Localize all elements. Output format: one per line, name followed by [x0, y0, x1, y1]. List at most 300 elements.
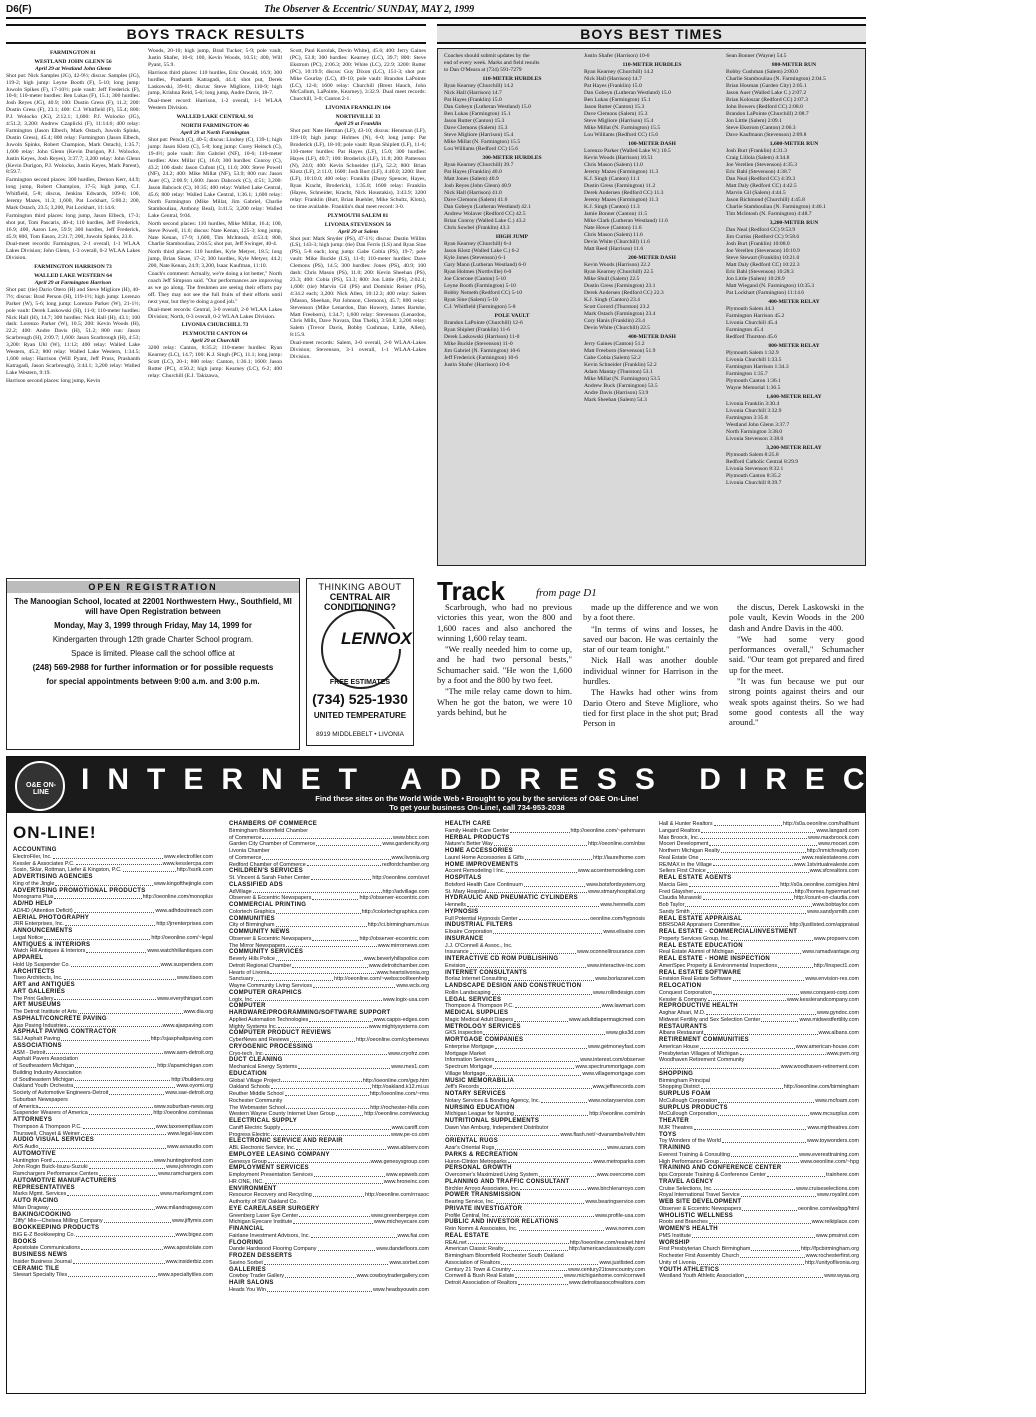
directory-entry[interactable] — [659, 1057, 859, 1064]
entry-url-link[interactable]: www.mjrtheatres.com — [807, 1124, 859, 1131]
entry-url-link[interactable]: www.dandefloors.com — [376, 1246, 429, 1253]
entry-url-link[interactable]: www.1stvirtualrealeste.com — [793, 861, 859, 868]
entry-url-link[interactable]: www.langard.com — [816, 827, 859, 834]
entry-url-link[interactable]: http://ssrlk.com — [176, 867, 213, 874]
entry-url-link[interactable]: http://oeonline.com/rrrasoc — [365, 1192, 429, 1199]
entry-url-link[interactable]: www.oconnellinsurance.com — [576, 949, 645, 956]
directory-entry[interactable] — [229, 835, 429, 842]
directory-entry[interactable] — [229, 1024, 429, 1031]
directory-entry[interactable] — [13, 1070, 213, 1077]
directory-entry[interactable] — [229, 1051, 429, 1058]
directory-entry[interactable] — [229, 875, 429, 882]
directory-entry[interactable] — [445, 949, 645, 956]
entry-url-link[interactable]: www.rollindesign.com — [593, 989, 645, 996]
directory-entry[interactable] — [13, 1009, 213, 1016]
entry-url-link[interactable]: http://observer-eccentric.com — [359, 895, 429, 902]
directory-entry[interactable] — [659, 1051, 859, 1058]
directory-entry[interactable] — [229, 1233, 429, 1240]
directory-entry[interactable] — [659, 936, 859, 943]
entry-url-link[interactable]: www.avsaudio.com — [166, 1144, 213, 1150]
directory-entry[interactable] — [13, 921, 213, 928]
directory-entry[interactable] — [13, 1050, 213, 1057]
entry-url-link[interactable]: http://oeonline.com/nbw — [588, 841, 645, 848]
directory-entry[interactable] — [229, 1105, 429, 1112]
directory-entry[interactable] — [13, 1272, 213, 1279]
entry-url-link[interactable]: www.kesslerandcompany.com — [786, 996, 859, 1003]
directory-entry[interactable] — [13, 1259, 213, 1266]
entry-url-link[interactable]: http://oeonline.com/mln — [589, 1111, 645, 1118]
directory-entry[interactable] — [229, 1287, 429, 1294]
directory-entry[interactable] — [659, 922, 859, 929]
directory-entry[interactable] — [659, 909, 859, 916]
directory-entry[interactable] — [445, 1044, 645, 1051]
entry-url-link[interactable]: www.mcfoam.com — [815, 1097, 859, 1104]
directory-entry[interactable] — [445, 1172, 645, 1179]
directory-entry[interactable] — [445, 868, 645, 875]
directory-entry[interactable] — [659, 1172, 859, 1179]
entry-url-link[interactable]: www.fiai.com — [397, 1232, 429, 1239]
entry-url-link[interactable]: www.bigez.com — [175, 1231, 213, 1238]
entry-url-link[interactable]: www.gks3d.com — [606, 1030, 645, 1037]
entry-url-link[interactable]: www.huntingtonford.com — [153, 1157, 213, 1164]
directory-entry[interactable] — [229, 1037, 429, 1044]
directory-entry[interactable] — [229, 1064, 429, 1071]
entry-url-link[interactable]: www.interactive-inc.com — [587, 962, 645, 969]
entry-url-link[interactable]: www.spectrummortgage.com — [575, 1064, 645, 1070]
entry-url-link[interactable]: www.epsweb.com — [385, 1172, 429, 1178]
entry-url-link[interactable]: www.kesslercpa.com — [162, 860, 213, 867]
entry-url-link[interactable]: www.flash.net/~dvanambe/reliv.htm — [560, 1131, 645, 1138]
entry-url-link[interactable]: http://oeonline.com/birmingham — [783, 1084, 859, 1091]
directory-entry[interactable] — [13, 996, 213, 1003]
entry-url-link[interactable]: www.micheyecare.com — [373, 1219, 429, 1226]
entry-url-link[interactable]: www.milandragway.com — [155, 1204, 213, 1211]
directory-entry[interactable] — [13, 1036, 213, 1043]
entry-url-link[interactable]: www.wyaa.org — [824, 1273, 859, 1280]
directory-entry[interactable] — [445, 916, 645, 923]
entry-url-link[interactable]: www.notaryservice.com — [588, 1097, 645, 1104]
entry-url-link[interactable]: www.century21towncountry.com — [568, 1266, 645, 1273]
entry-url-link[interactable]: www.conquest-corp.com — [800, 989, 859, 996]
entry-url-link[interactable]: http://builders.org — [171, 1076, 213, 1083]
entry-url-link[interactable]: www.accentremodeling.com — [577, 868, 645, 875]
entry-url-link[interactable]: http://advillage.com — [382, 888, 429, 895]
entry-url-link[interactable]: www.michiganhome.com/cornwell — [564, 1273, 645, 1280]
entry-url-link[interactable]: www.albans.com — [818, 1030, 859, 1037]
directory-entry[interactable] — [659, 1192, 859, 1199]
entry-url-link[interactable]: redfordchamber.org — [381, 861, 429, 868]
entry-url-link[interactable]: www.marksmgmt.com — [160, 1191, 213, 1198]
directory-entry[interactable] — [445, 1226, 645, 1233]
entry-url-link[interactable]: www.botsfordsystem.org — [586, 881, 645, 888]
directory-entry[interactable] — [229, 997, 429, 1004]
entry-url-link[interactable]: www.johnrogin.com — [166, 1164, 213, 1171]
directory-entry[interactable] — [445, 1051, 645, 1058]
entry-url-link[interactable]: www.sfcrealtors.com — [809, 868, 859, 875]
entry-url-link[interactable]: www.cryofrz.com — [388, 1050, 429, 1057]
directory-entry[interactable] — [445, 1057, 645, 1064]
directory-entry[interactable] — [229, 936, 429, 943]
entry-url-link[interactable]: www.villagemortgage.com — [582, 1070, 645, 1077]
directory-entry[interactable] — [13, 1158, 213, 1165]
entry-url-link[interactable]: www.midwestfertility.com — [799, 1016, 859, 1023]
directory-entry[interactable] — [659, 1010, 859, 1017]
entry-url-link[interactable]: www.american-house.com — [795, 1043, 859, 1050]
entry-url-link[interactable]: www.borlazanet.com — [595, 976, 645, 983]
directory-entry[interactable] — [229, 855, 429, 862]
directory-entry[interactable] — [445, 1240, 645, 1247]
entry-url-link[interactable]: www.beverlyhillspolice.com — [363, 956, 429, 962]
directory-entry[interactable] — [229, 1078, 429, 1085]
directory-entry[interactable] — [659, 997, 859, 1004]
directory-entry[interactable] — [659, 828, 859, 835]
directory-entry[interactable] — [13, 1110, 213, 1117]
entry-url-link[interactable]: www.watchhillantiques.com — [147, 948, 213, 955]
entry-url-link[interactable]: http://oeonline.com/realnet.html — [569, 1239, 645, 1246]
entry-url-link[interactable]: www.logix-usa.com — [382, 996, 429, 1003]
entry-url-link[interactable]: www.oyomi.org — [176, 1083, 213, 1090]
directory-entry[interactable] — [659, 1125, 859, 1132]
entry-url-link[interactable]: www.azars.com — [607, 1145, 645, 1151]
directory-entry[interactable] — [229, 909, 429, 916]
entry-url-link[interactable]: www.justlisted.com — [599, 1259, 645, 1266]
entry-url-link[interactable]: www.interest.com/observer — [580, 1057, 645, 1064]
directory-entry[interactable] — [659, 1030, 859, 1037]
directory-entry[interactable] — [13, 1218, 213, 1225]
directory-entry[interactable] — [659, 862, 859, 869]
directory-entry[interactable] — [229, 922, 429, 929]
directory-entry[interactable] — [13, 1056, 213, 1063]
entry-url-link[interactable]: www.bobtaylor.com — [812, 902, 859, 908]
entry-url-link[interactable]: www.royalint.com — [817, 1192, 859, 1199]
entry-url-link[interactable]: www.dia.org — [183, 1009, 213, 1015]
directory-entry[interactable] — [659, 868, 859, 875]
entry-url-link[interactable]: www.specialtytiles.com — [157, 1272, 213, 1279]
directory-entry[interactable] — [229, 1213, 429, 1220]
entry-url-link[interactable]: www.tiseo.com — [177, 975, 213, 982]
directory-entry[interactable] — [445, 929, 645, 936]
directory-entry[interactable] — [659, 949, 859, 956]
entry-url-link[interactable]: www.taxexemptlaw.com — [155, 1123, 213, 1130]
directory-entry[interactable] — [445, 1071, 645, 1078]
entry-url-link[interactable]: http://s0a.oeonline.com/hallhunt — [782, 821, 859, 827]
entry-url-link[interactable]: http://sjasphaltpaving.com — [150, 1036, 213, 1042]
directory-entry[interactable] — [659, 976, 859, 983]
directory-entry[interactable] — [445, 855, 645, 862]
entry-url-link[interactable]: http://americanclassicrealty.com — [568, 1246, 645, 1253]
entry-url-link[interactable]: www.everesttraining.com — [799, 1151, 859, 1158]
directory-entry[interactable] — [13, 1205, 213, 1212]
entry-url-link[interactable]: http://inspect1.com — [813, 962, 859, 969]
directory-entry[interactable] — [13, 1063, 213, 1070]
directory-entry[interactable] — [229, 1273, 429, 1280]
entry-url-link[interactable]: www.getmoneyfast.com — [588, 1043, 645, 1050]
entry-url-link[interactable]: www.cowboytradergallery.com — [356, 1273, 429, 1280]
entry-url-link[interactable]: http://ci.birmingham.mi.us — [367, 922, 429, 929]
entry-url-link[interactable]: www.oeonline.com/~hpg — [800, 1158, 859, 1165]
entry-url-link[interactable]: www.apostolate.com — [163, 1245, 213, 1252]
directory-entry[interactable] — [445, 963, 645, 970]
entry-url-link[interactable]: www.jeffsrecords.com — [592, 1084, 645, 1091]
directory-entry[interactable] — [229, 1132, 429, 1139]
directory-entry[interactable] — [229, 1125, 429, 1132]
entry-url-link[interactable]: http://fpcbirmingham.org — [800, 1246, 859, 1253]
directory-entry[interactable] — [659, 1260, 859, 1267]
directory-entry[interactable] — [659, 1246, 859, 1253]
directory-entry[interactable] — [229, 1145, 429, 1152]
directory-entry[interactable] — [229, 1199, 429, 1206]
directory-entry[interactable] — [229, 956, 429, 963]
entry-url-link[interactable]: www.overcome.com — [596, 1172, 645, 1178]
directory-entry[interactable] — [659, 1253, 859, 1260]
entry-url-link[interactable]: http://nmichrealty.com — [806, 848, 859, 854]
directory-entry[interactable] — [13, 881, 213, 888]
entry-url-link[interactable]: http://s0a.oeonline.com/gies.html — [780, 881, 859, 888]
entry-url-link[interactable]: www.legal-law.com — [167, 1130, 213, 1137]
entry-url-link[interactable]: www.nomm.com — [605, 1226, 645, 1232]
entry-url-link[interactable]: http://jrrenterprises.com — [156, 921, 213, 928]
directory-entry[interactable] — [445, 1064, 645, 1071]
entry-url-link[interactable]: www.adhdoutreach.com — [155, 907, 213, 914]
entry-url-link[interactable]: http://homes.hypermart.net — [794, 888, 859, 895]
directory-entry[interactable] — [13, 1245, 213, 1252]
directory-entry[interactable] — [445, 943, 645, 950]
entry-url-link[interactable]: www.livonia.org — [391, 854, 429, 861]
entry-url-link[interactable]: http://apamichigan.com — [157, 1063, 213, 1069]
directory-entry[interactable] — [13, 1131, 213, 1138]
directory-entry[interactable] — [659, 1111, 859, 1118]
directory-entry[interactable] — [445, 1280, 645, 1287]
entry-url-link[interactable]: www.capps-edges.com — [373, 1016, 429, 1023]
directory-entry[interactable] — [659, 895, 859, 902]
entry-url-link[interactable]: www.heartslivonia.org — [376, 969, 429, 976]
entry-url-link[interactable]: www.greenbergeye.com — [371, 1212, 429, 1219]
directory-entry[interactable] — [445, 1273, 645, 1280]
directory-entry[interactable] — [445, 902, 645, 909]
directory-entry[interactable] — [659, 1084, 859, 1091]
entry-url-link[interactable]: http://oeonline.com/swaa — [153, 1110, 213, 1117]
entry-url-link[interactable]: www.suspenders.com — [160, 961, 213, 968]
directory-entry[interactable] — [229, 841, 429, 848]
entry-url-link[interactable]: www.genesysgroup.com — [370, 1158, 429, 1165]
directory-entry[interactable] — [13, 1077, 213, 1084]
entry-url-link[interactable]: www.sorbet.com — [389, 1259, 429, 1266]
entry-url-link[interactable]: www.toywonders.com — [806, 1138, 859, 1145]
entry-url-link[interactable]: www.headsyouwin.com — [372, 1286, 429, 1293]
directory-entry[interactable] — [13, 1232, 213, 1239]
directory-entry[interactable] — [445, 1084, 645, 1091]
directory-entry[interactable] — [445, 1003, 645, 1010]
directory-entry[interactable] — [659, 1206, 859, 1213]
directory-entry[interactable] — [13, 1023, 213, 1030]
directory-entry[interactable] — [445, 841, 645, 848]
directory-entry[interactable] — [659, 1138, 859, 1145]
entry-url-link[interactable]: www.adultdiapermagicmed.com — [568, 1016, 645, 1023]
entry-url-link[interactable]: trainhere.com — [826, 1172, 859, 1178]
directory-entry[interactable] — [659, 1017, 859, 1024]
entry-url-link[interactable]: oeonline.com/hypnosis — [590, 915, 645, 922]
directory-entry[interactable] — [659, 990, 859, 997]
directory-entry[interactable] — [445, 1253, 645, 1260]
entry-url-link[interactable]: www.sandysmith.com — [807, 908, 859, 915]
entry-url-link[interactable]: www.detroitchamber.com — [368, 962, 429, 969]
entry-url-link[interactable]: www.suburban-news.org — [153, 1103, 213, 1110]
entry-url-link[interactable]: www.stmaryhospital.org — [588, 888, 645, 895]
entry-url-link[interactable]: www.mirrornews.com — [377, 942, 429, 949]
directory-entry[interactable] — [445, 1145, 645, 1152]
directory-entry[interactable] — [13, 1171, 213, 1178]
entry-url-link[interactable]: www.jiffymix.com — [172, 1218, 213, 1225]
directory-entry[interactable] — [659, 882, 859, 889]
directory-entry[interactable] — [229, 1260, 429, 1267]
directory-entry[interactable] — [229, 828, 429, 835]
directory-entry[interactable] — [445, 1246, 645, 1253]
directory-entry[interactable] — [445, 976, 645, 983]
directory-entry[interactable] — [659, 1186, 859, 1193]
entry-url-link[interactable]: http://observer-eccentric.com — [359, 935, 429, 942]
directory-entry[interactable] — [445, 1017, 645, 1024]
directory-entry[interactable] — [659, 1273, 859, 1280]
directory-entry[interactable] — [445, 1111, 645, 1118]
directory-entry[interactable] — [229, 1172, 429, 1179]
directory-entry[interactable] — [229, 1098, 429, 1105]
entry-url-link[interactable]: www.kingofthejingle.com — [153, 880, 213, 887]
entry-url-link[interactable]: http://justlisted.com/appraisal — [789, 922, 859, 929]
directory-entry[interactable] — [13, 861, 213, 868]
entry-url-link[interactable]: www.insiderbiz.com — [165, 1258, 213, 1265]
entry-url-link[interactable]: www.maxbroock.com — [808, 834, 859, 841]
entry-url-link[interactable]: www.gyndoc.com — [817, 1010, 859, 1016]
entry-url-link[interactable]: www.sae-detroit.org — [165, 1090, 213, 1096]
directory-entry[interactable] — [13, 935, 213, 942]
directory-entry[interactable] — [13, 948, 213, 955]
entry-url-link[interactable]: www.metroparks.com — [593, 1158, 645, 1165]
entry-url-link[interactable]: www.ajaxpaving.com — [162, 1022, 213, 1029]
directory-entry[interactable] — [229, 983, 429, 990]
directory-entry[interactable] — [13, 867, 213, 874]
directory-entry[interactable] — [659, 1098, 859, 1105]
directory-entry[interactable] — [445, 889, 645, 896]
directory-entry[interactable] — [13, 1191, 213, 1198]
directory-entry[interactable] — [229, 848, 429, 855]
entry-url-link[interactable]: www.realestateone.com — [801, 854, 859, 861]
entry-url-link[interactable]: http://oeonline.com/svsf — [372, 875, 429, 881]
directory-entry[interactable] — [229, 1159, 429, 1166]
directory-entry[interactable] — [229, 862, 429, 869]
entry-url-link[interactable]: www.bearingservice.com — [585, 1199, 645, 1205]
directory-entry[interactable] — [229, 1091, 429, 1098]
directory-entry[interactable] — [659, 821, 859, 828]
entry-url-link[interactable]: www.rochesterfirst.org — [805, 1253, 859, 1259]
directory-entry[interactable] — [229, 895, 429, 902]
directory-entry[interactable] — [659, 889, 859, 896]
directory-entry[interactable] — [659, 1064, 859, 1071]
directory-entry[interactable] — [659, 855, 859, 862]
entry-url-link[interactable]: www.mightysystems.com — [368, 1023, 429, 1030]
directory-entry[interactable] — [229, 1179, 429, 1186]
entry-url-link[interactable]: www.woodhaven-retirement.com — [780, 1064, 859, 1070]
directory-entry[interactable] — [13, 1097, 213, 1104]
directory-entry[interactable] — [13, 894, 213, 901]
entry-url-link[interactable]: http://unityoflivonia.org — [805, 1259, 859, 1266]
entry-url-link[interactable]: www.mcsurplus.com — [809, 1111, 859, 1118]
directory-entry[interactable] — [13, 1124, 213, 1131]
entry-url-link[interactable]: www.pe-co.com — [390, 1131, 429, 1138]
directory-entry[interactable] — [229, 976, 429, 983]
directory-entry[interactable] — [659, 902, 859, 909]
directory-entry[interactable] — [445, 828, 645, 835]
directory-entry[interactable] — [13, 854, 213, 861]
directory-entry[interactable] — [445, 1098, 645, 1105]
directory-entry[interactable] — [229, 1219, 429, 1226]
directory-entry[interactable] — [445, 1260, 645, 1267]
directory-entry[interactable] — [13, 1090, 213, 1097]
entry-url-link[interactable]: http://oakland.k12.mi.us — [372, 1084, 429, 1091]
directory-entry[interactable] — [229, 1192, 429, 1199]
directory-entry[interactable] — [229, 889, 429, 896]
entry-url-link[interactable]: www.gardencity.org — [382, 841, 429, 848]
entry-url-link[interactable]: www.electrofiler.com — [163, 853, 213, 860]
entry-url-link[interactable]: http://oeonline.com/~webscool/teenhelp — [334, 976, 429, 983]
entry-url-link[interactable]: www.hroneinc.com — [383, 1178, 429, 1185]
entry-url-link[interactable]: www.ramchargers.com — [158, 1171, 213, 1177]
directory-entry[interactable] — [659, 1152, 859, 1159]
directory-entry[interactable] — [445, 1125, 645, 1132]
directory-entry[interactable] — [659, 1159, 859, 1166]
directory-entry[interactable] — [13, 975, 213, 982]
entry-url-link[interactable]: http://oeonline.com/~legal — [151, 934, 213, 941]
entry-url-link[interactable]: www.envision-res.com — [805, 976, 859, 983]
directory-entry[interactable] — [659, 848, 859, 855]
directory-entry[interactable] — [659, 835, 859, 842]
entry-url-link[interactable]: www.birchlerarroyo.com — [587, 1185, 645, 1192]
entry-url-link[interactable]: www.pmsinst.com — [815, 1232, 859, 1239]
directory-entry[interactable] — [13, 1144, 213, 1151]
entry-url-link[interactable]: http://oeonline.com/gvp.htm — [362, 1077, 429, 1084]
entry-url-link[interactable]: www.propserv.com — [813, 935, 859, 942]
entry-url-link[interactable]: http://oeonline.com/~rms — [369, 1091, 429, 1097]
entry-url-link[interactable]: www.bbcc.com — [393, 834, 429, 841]
directory-entry[interactable] — [13, 1083, 213, 1090]
entry-url-link[interactable]: www.wcls.org — [396, 983, 429, 989]
entry-url-link[interactable]: www.cruiseselections.com — [796, 1185, 859, 1192]
entry-url-link[interactable]: www.everythingart.com — [157, 995, 213, 1002]
directory-entry[interactable] — [229, 1084, 429, 1091]
entry-url-link[interactable]: www.moceri.com — [818, 841, 859, 848]
directory-entry[interactable] — [445, 1267, 645, 1274]
entry-url-link[interactable]: www.asm-detroit.org — [163, 1049, 213, 1056]
directory-entry[interactable] — [659, 1219, 859, 1226]
entry-url-link[interactable]: http://colortechgraphics.com — [361, 908, 429, 915]
entry-url-link[interactable]: http://rochester-hills.com — [370, 1104, 429, 1111]
entry-url-link[interactable]: http://oeonline.com/monoplus — [142, 894, 213, 901]
directory-entry[interactable] — [659, 1044, 859, 1051]
entry-url-link[interactable]: http://laurelhome.com — [593, 854, 645, 861]
entry-url-link[interactable]: www.ablserv.com — [387, 1145, 429, 1151]
directory-entry[interactable] — [229, 1246, 429, 1253]
directory-entry[interactable] — [659, 1078, 859, 1085]
entry-url-link[interactable]: www.hennells.com — [600, 902, 645, 908]
entry-url-link[interactable]: www.mes1.com — [391, 1064, 429, 1070]
directory-entry[interactable] — [445, 1030, 645, 1037]
entry-url-link[interactable]: www.pvm.org — [826, 1050, 859, 1057]
directory-entry[interactable] — [445, 1199, 645, 1206]
directory-entry[interactable] — [445, 882, 645, 889]
directory-entry[interactable] — [659, 1233, 859, 1240]
directory-entry[interactable] — [445, 1132, 645, 1139]
directory-entry[interactable] — [229, 963, 429, 970]
directory-entry[interactable] — [13, 908, 213, 915]
